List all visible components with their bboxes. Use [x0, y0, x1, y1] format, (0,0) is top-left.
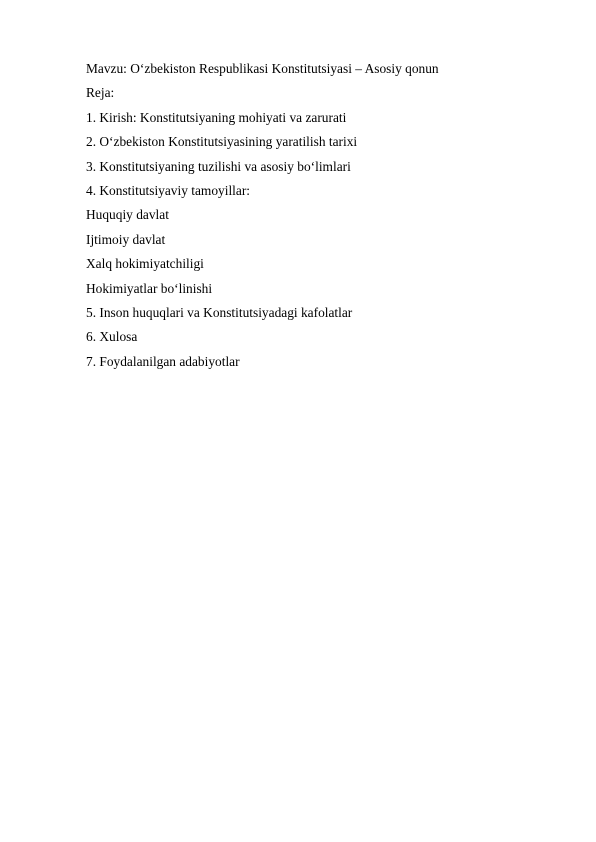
principle-rule-of-law: Huquqiy davlat: [86, 207, 169, 223]
principle-separation-of-powers: Hokimiyatlar bo‘linishi: [86, 280, 213, 296]
plan-item-history: 2. O‘zbekiston Konstitutsiyasining yaratilish tarixi: [86, 134, 358, 150]
plan-item-human-rights: 5. Inson huquqlari va Konstitutsiyadagi kafolatlar: [86, 304, 353, 320]
principle-people-power: Xalq hokimiyatchiligi: [86, 256, 204, 272]
plan-item-introduction: 1. Kirish: Konstitutsiyaning mohiyati va zarurati: [86, 109, 347, 125]
plan-item-principles: 4. Konstitutsiyaviy tamoyillar:: [86, 182, 251, 198]
principle-social-state: Ijtimoiy davlat: [86, 231, 166, 247]
plan-item-conclusion: 6. Xulosa: [86, 329, 138, 345]
plan-item-references: 7. Foydalanilgan adabiyotlar: [86, 353, 240, 369]
plan-item-structure: 3. Konstitutsiyaning tuzilishi va asosiy bo‘limlari: [86, 158, 351, 174]
plan-heading: Reja:: [86, 85, 115, 101]
topic-line: Mavzu: O‘zbekiston Respublikasi Konstitutsiyasi – Asosiy qonun: [86, 61, 439, 76]
document-body: [86, 57, 526, 374]
